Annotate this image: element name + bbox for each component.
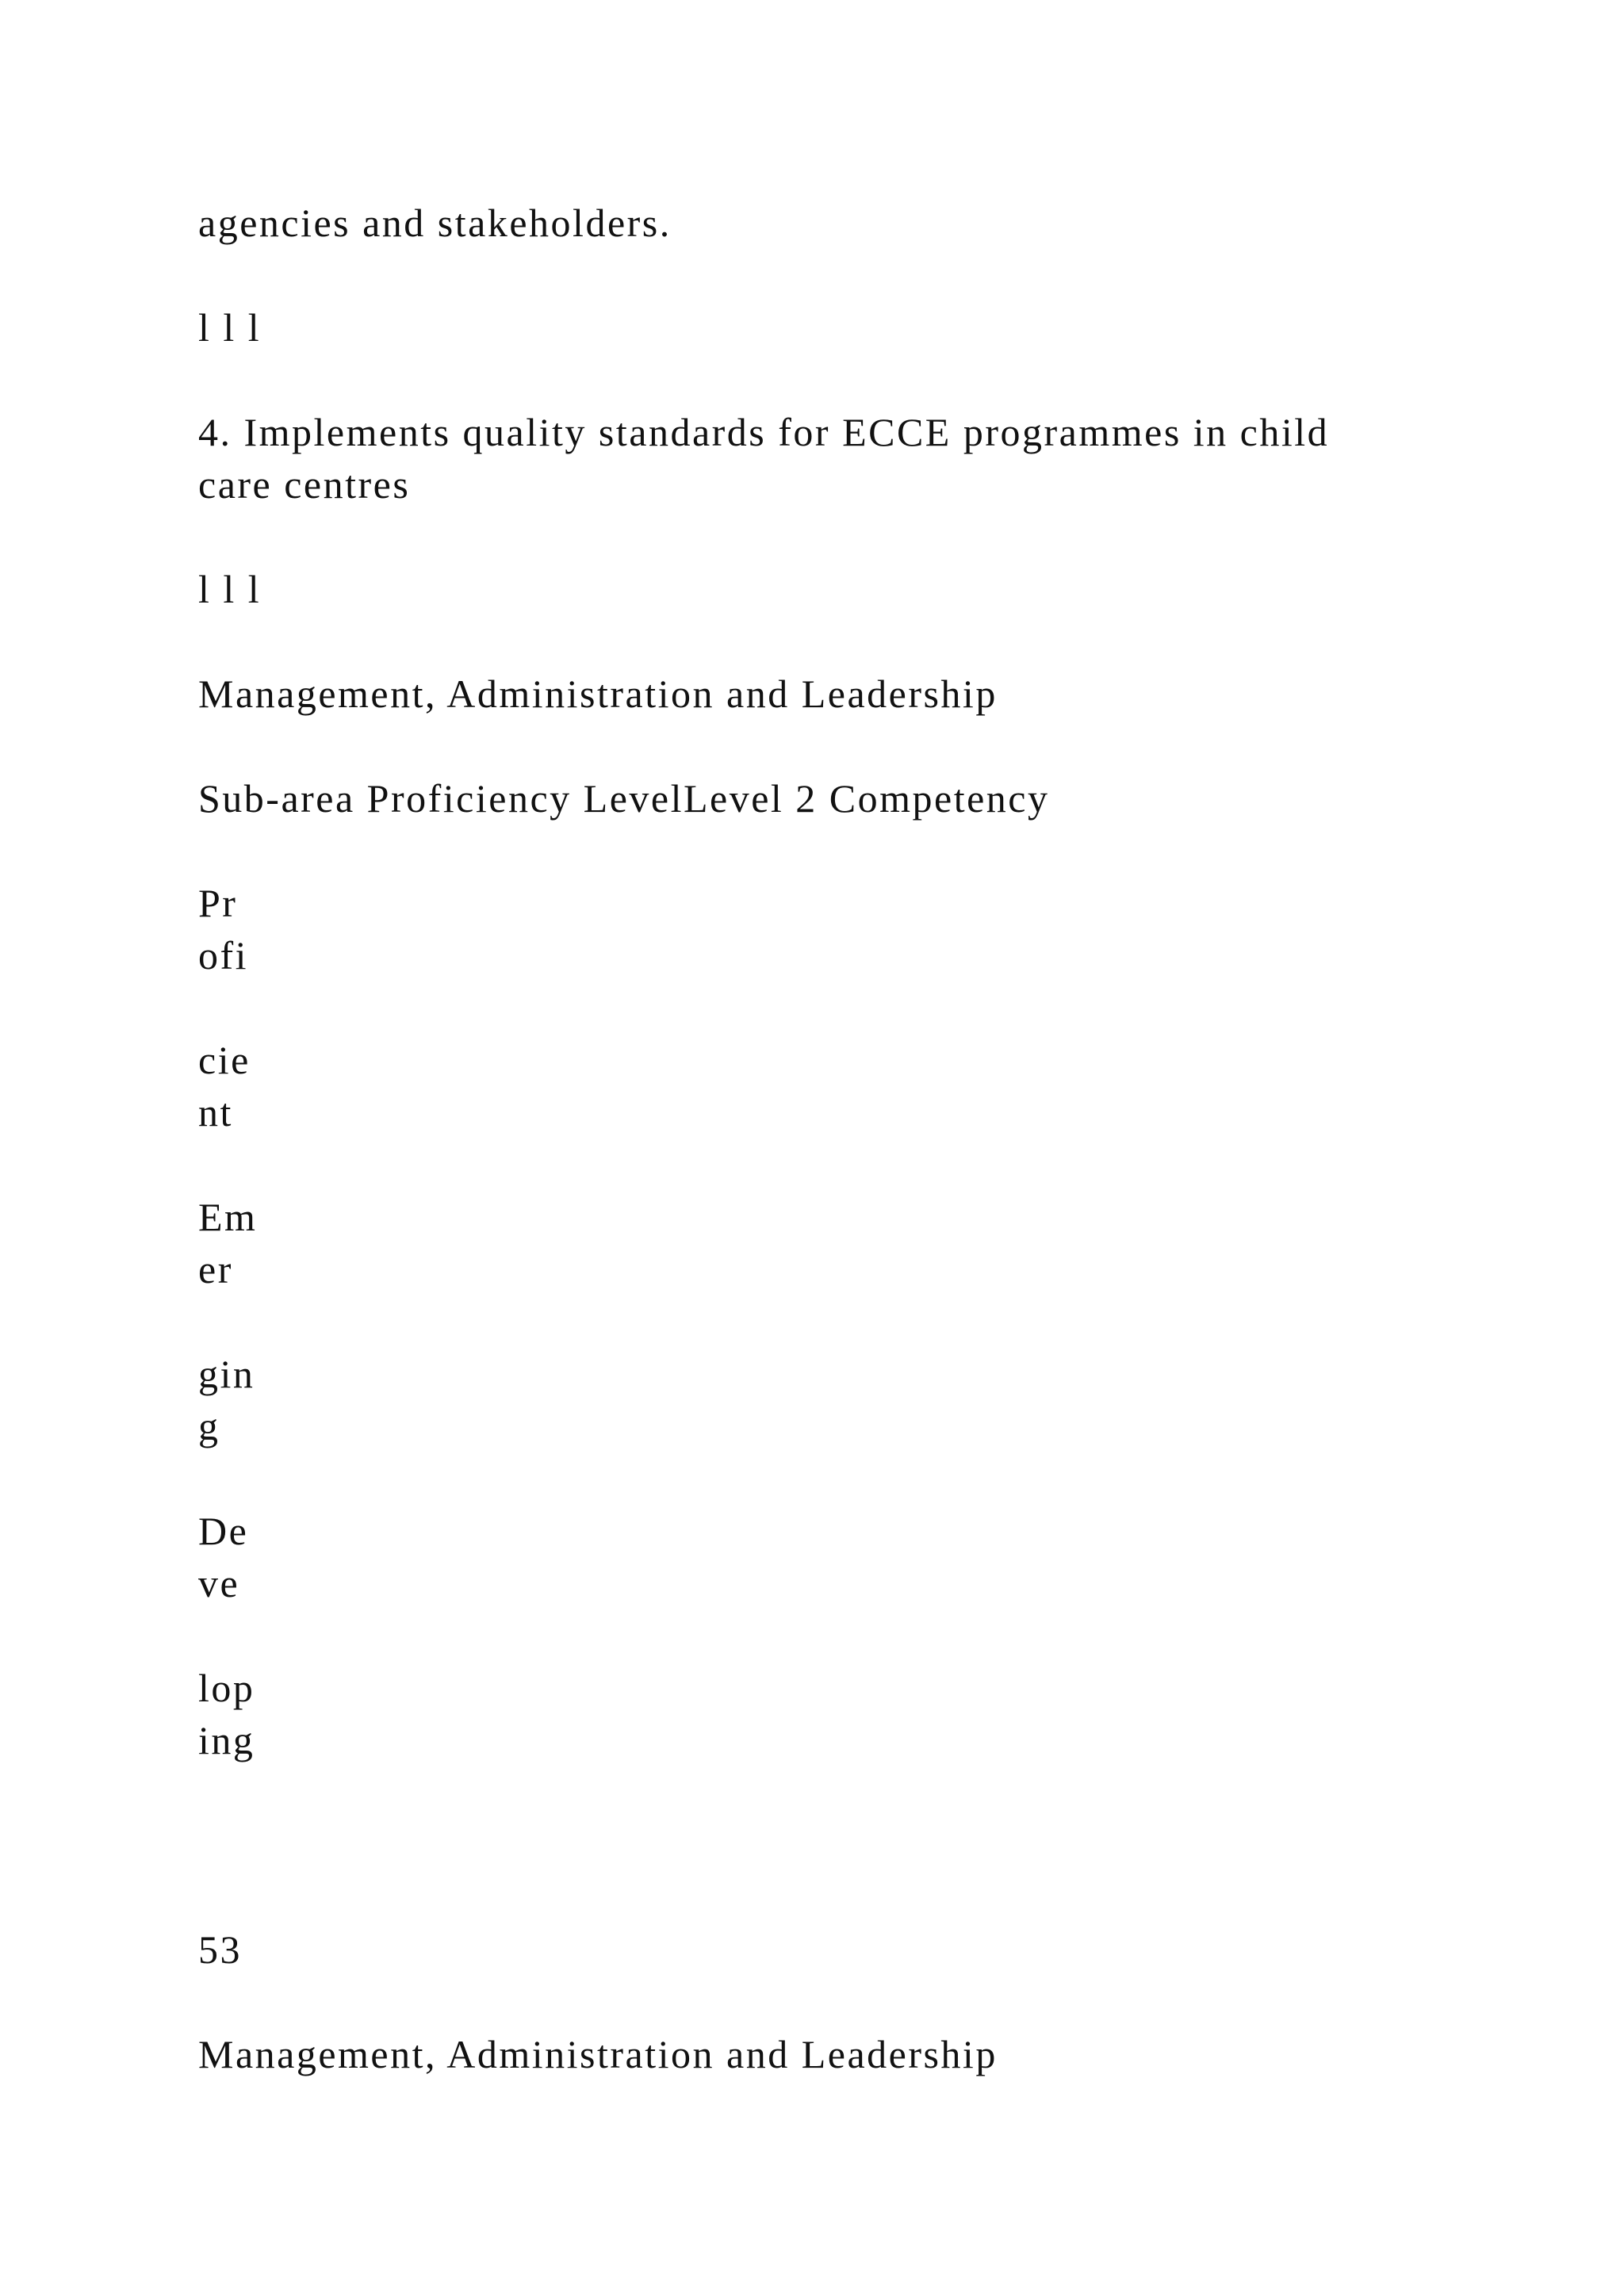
column-label-fragment: ve (198, 1561, 240, 1605)
column-label-fragment: nt (198, 1090, 233, 1135)
column-label-fragment: De (198, 1509, 249, 1553)
competency-item-continued: care centres (198, 462, 411, 507)
text-line: agencies and stakeholders. (198, 201, 672, 245)
section-heading: Management, Administration and Leadership (198, 672, 998, 716)
rating-marks: l l l (198, 305, 262, 350)
column-label-fragment: ofi (198, 933, 249, 978)
column-label-fragment: er (198, 1247, 233, 1292)
running-footer: Management, Administration and Leadership (198, 2032, 998, 2076)
rating-marks: l l l (198, 567, 262, 611)
page-number: 53 (198, 1927, 242, 1972)
column-label-fragment: ing (198, 1718, 255, 1762)
column-label-fragment: g (198, 1404, 220, 1448)
table-header: Sub-area Proficiency LevelLevel 2 Competency (198, 776, 1050, 821)
column-label-fragment: Em (198, 1195, 258, 1239)
competency-item: 4. Implements quality standards for ECCE programmes in child (198, 410, 1330, 454)
column-label-fragment: Pr (198, 881, 238, 925)
column-label-fragment: gin (198, 1352, 255, 1396)
column-label-fragment: lop (198, 1666, 255, 1710)
column-label-fragment: cie (198, 1038, 251, 1082)
